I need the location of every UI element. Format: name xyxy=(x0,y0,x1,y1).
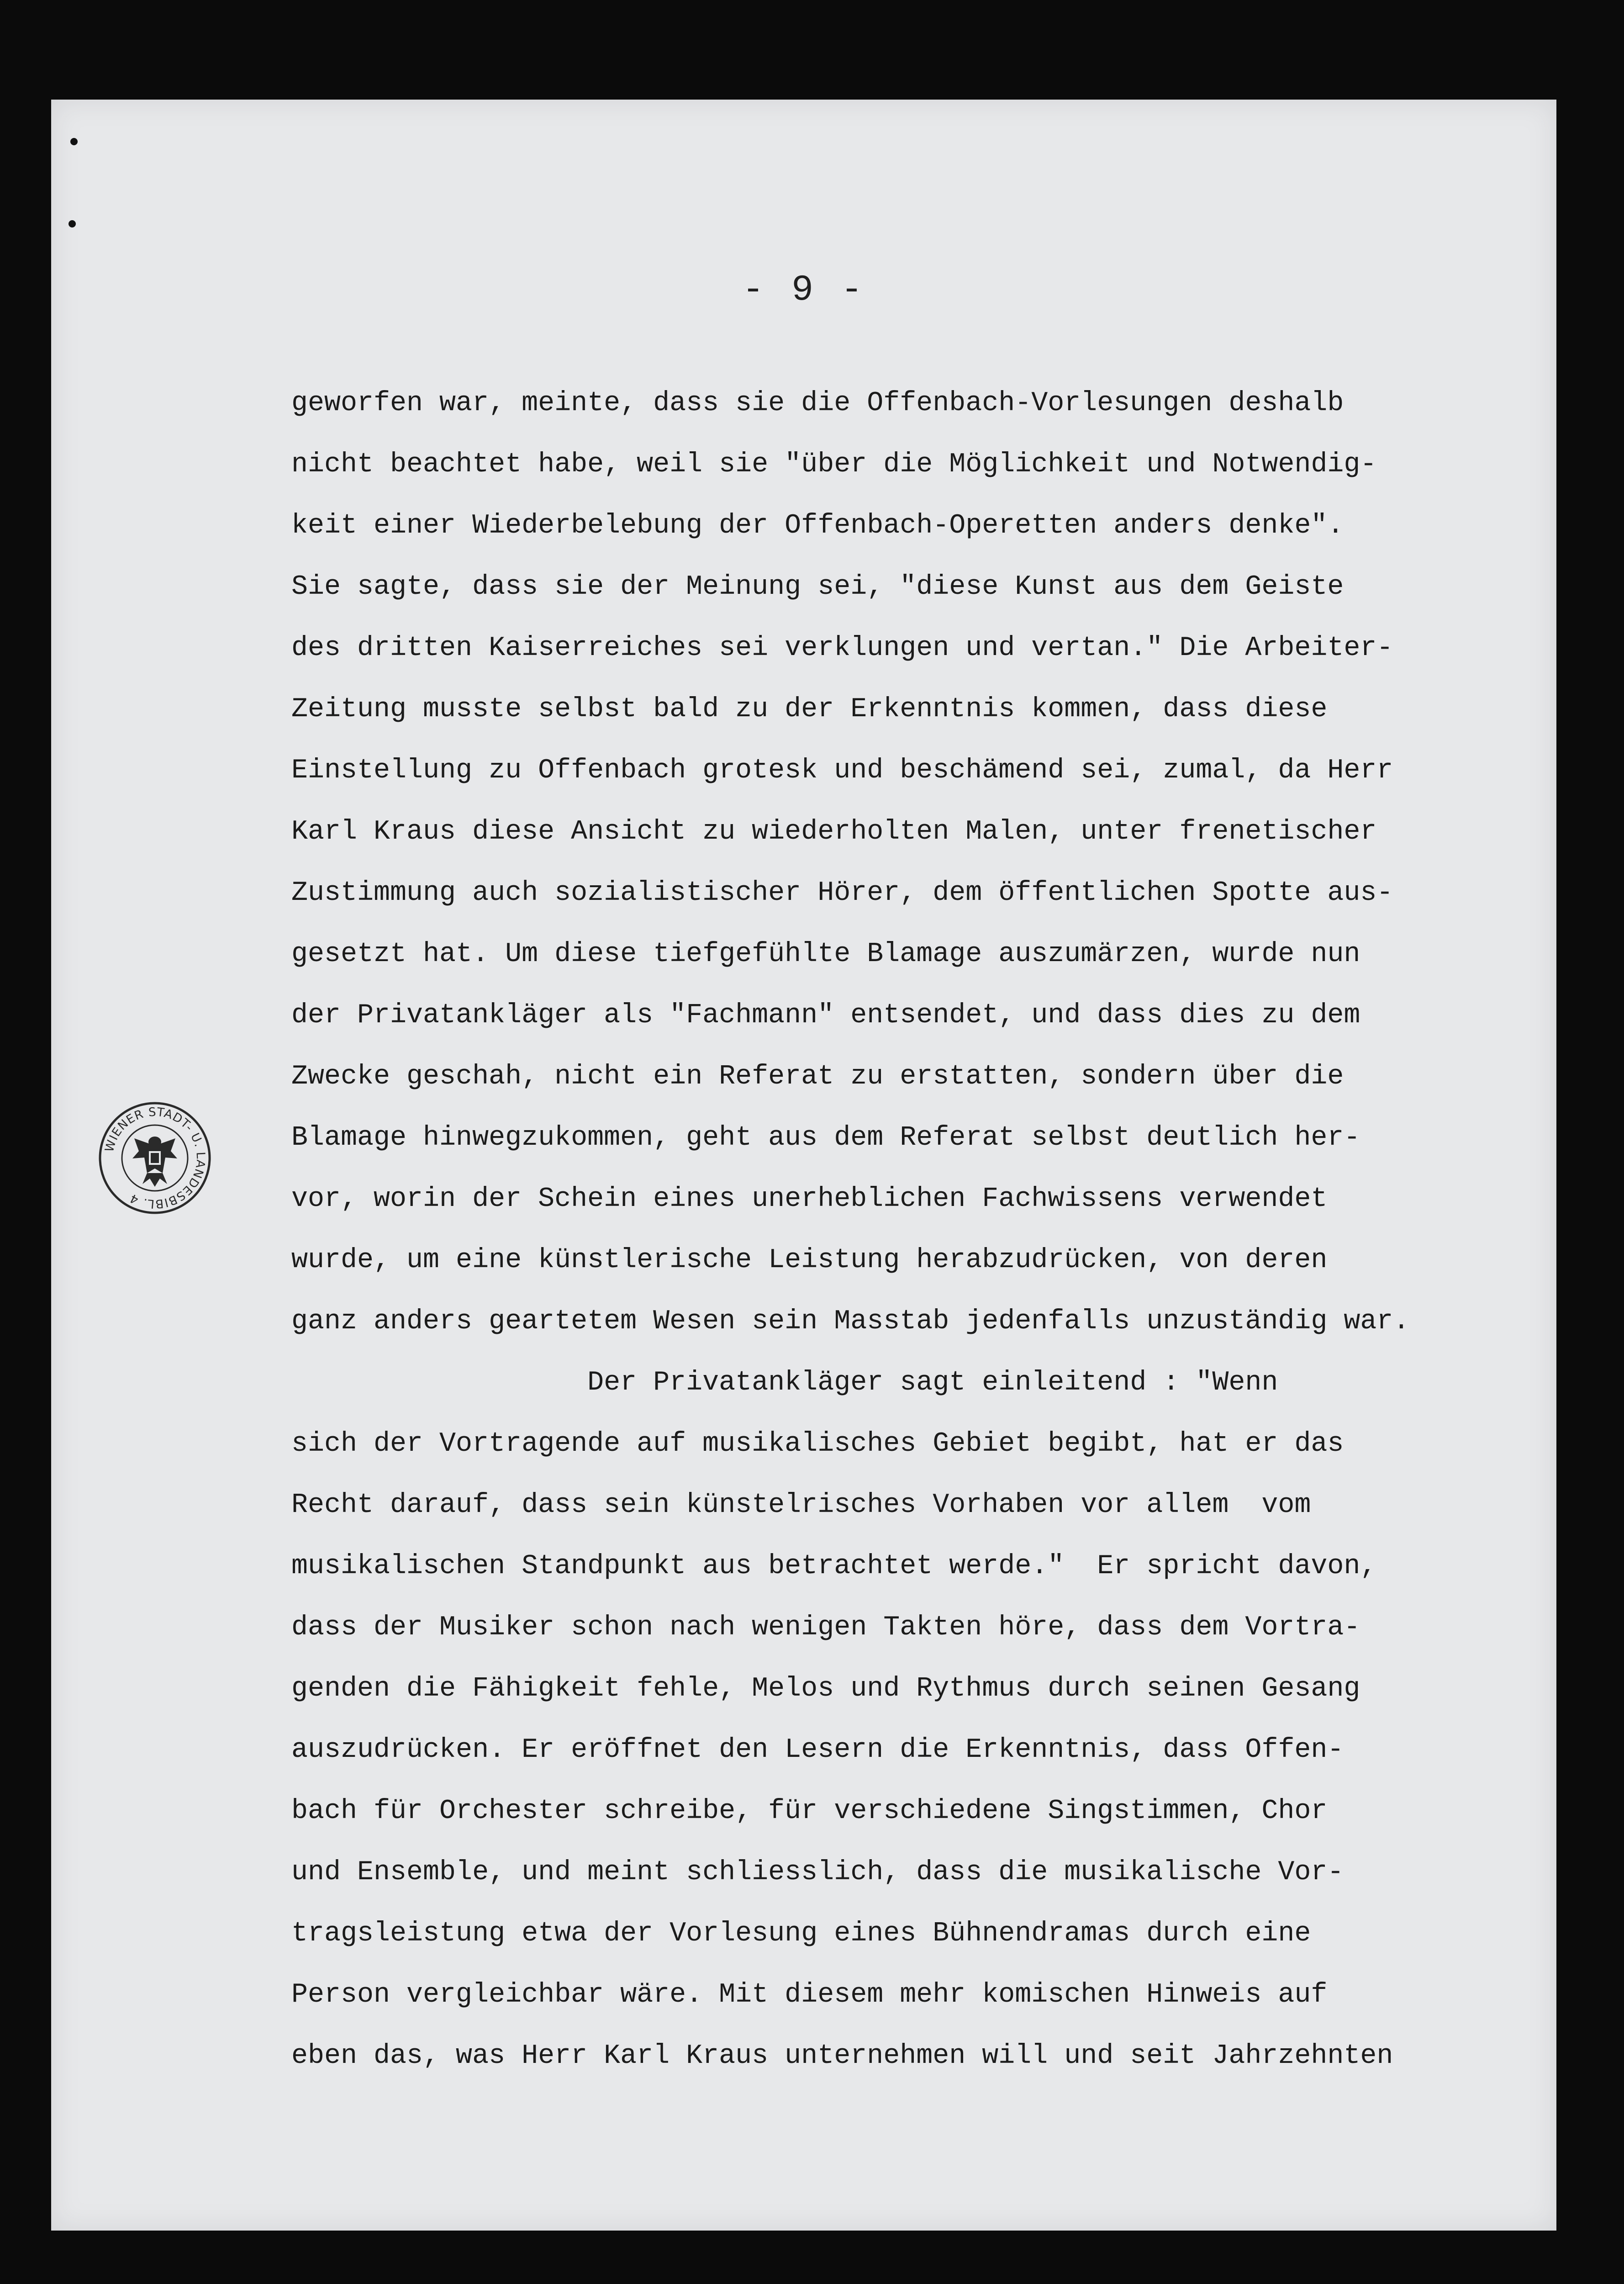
text-line: Der Privatankläger sagt einleitend : "Wenn xyxy=(291,1367,1278,1398)
text-line: ganz anders geartetem Wesen sein Masstab jedenfalls unzuständig war. xyxy=(291,1306,1410,1337)
text-line: musikalischen Standpunkt aus betrachtet werde." Er spricht davon, xyxy=(291,1551,1377,1582)
text-line: nicht beachtet habe, weil sie "über die Möglichkeit und Notwendig- xyxy=(291,449,1377,480)
text-line: gesetzt hat. Um diese tiefgefühlte Blamage auszumärzen, wurde nun xyxy=(291,939,1360,970)
text-line: geworfen war, meinte, dass sie die Offenbach-Vorlesungen deshalb xyxy=(291,388,1344,419)
text-line: dass der Musiker schon nach wenigen Takten höre, dass dem Vortra- xyxy=(291,1612,1360,1643)
text-line: Zustimmung auch sozialistischer Hörer, dem öffentlichen Spotte aus- xyxy=(291,878,1393,909)
typed-body-text xyxy=(291,373,1561,2087)
text-line: Blamage hinwegzukommen, geht aus dem Referat selbst deutlich her- xyxy=(291,1122,1360,1153)
text-line: Einstellung zu Offenbach grotesk und beschämend sei, zumal, da Herr xyxy=(291,755,1393,786)
svg-text:WIENER STADT- U. LANDESBIBL. 4: WIENER STADT- U. LANDESBIBL. 4 xyxy=(102,1105,208,1211)
document-page xyxy=(51,100,1556,2231)
text-line: auszudrücken. Er eröffnet den Lesern die Erkenntnis, dass Offen- xyxy=(291,1734,1344,1766)
text-line: tragsleistung etwa der Vorlesung eines Bühnendramas durch eine xyxy=(291,1918,1311,1949)
library-stamp-icon xyxy=(97,1100,213,1216)
text-line: bach für Orchester schreibe, für verschiedene Singstimmen, Chor xyxy=(291,1796,1328,1827)
binder-hole-dot xyxy=(69,220,76,227)
text-line: und Ensemble, und meint schliesslich, dass die musikalische Vor- xyxy=(291,1857,1344,1888)
text-line: Recht darauf, dass sein künstelrisches Vorhaben vor allem vom xyxy=(291,1490,1311,1521)
text-line: vor, worin der Schein eines unerheblichen Fachwissens verwendet xyxy=(291,1184,1328,1215)
text-line: des dritten Kaiserreiches sei verklungen und vertan." Die Arbeiter- xyxy=(291,633,1393,664)
page-number: - 9 - xyxy=(742,270,866,311)
text-line: eben das, was Herr Karl Kraus unternehmen will und seit Jahrzehnten xyxy=(291,2041,1393,2072)
text-line: keit einer Wiederbelebung der Offenbach-Operetten anders denke". xyxy=(291,510,1344,541)
text-line: genden die Fähigkeit fehle, Melos und Rythmus durch seinen Gesang xyxy=(291,1673,1360,1704)
text-line: der Privatankläger als "Fachmann" entsendet, und dass dies zu dem xyxy=(291,1000,1360,1031)
text-line: Zwecke geschah, nicht ein Referat zu erstatten, sondern über die xyxy=(291,1061,1344,1092)
binder-hole-dot xyxy=(70,138,78,145)
text-line: Karl Kraus diese Ansicht zu wiederholten Malen, unter frenetischer xyxy=(291,816,1377,847)
text-line: Person vergleichbar wäre. Mit diesem mehr komischen Hinweis auf xyxy=(291,1979,1328,2010)
text-line: sich der Vortragende auf musikalisches Gebiet begibt, hat er das xyxy=(291,1428,1344,1459)
text-line: Sie sagte, dass sie der Meinung sei, "diese Kunst aus dem Geiste xyxy=(291,571,1344,603)
text-line: wurde, um eine künstlerische Leistung herabzudrücken, von deren xyxy=(291,1245,1328,1276)
text-line: Zeitung musste selbst bald zu der Erkenntnis kommen, dass diese xyxy=(291,694,1328,725)
